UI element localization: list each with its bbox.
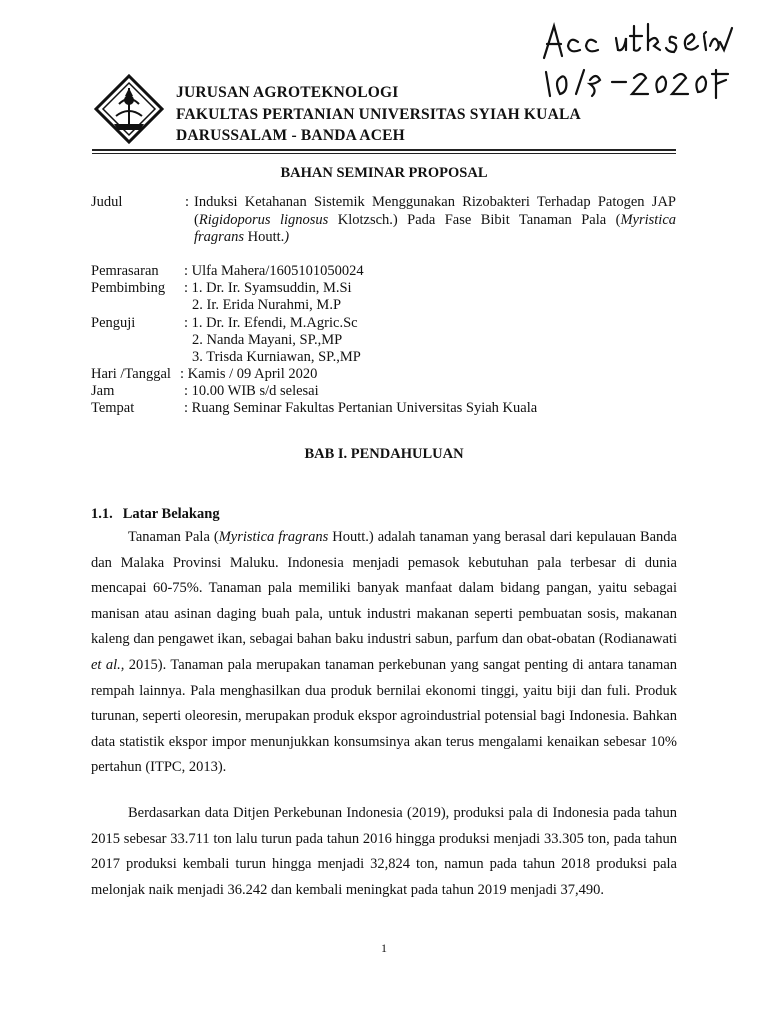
judul-species-2: Myristica fragrans — [194, 211, 677, 245]
pembimbing-2: 2. Ir. Erida Nurahmi, M.P — [192, 297, 342, 313]
header-rule-thin — [92, 153, 676, 154]
judul-species-1: Rigidoporus lignosus — [198, 211, 329, 228]
header-dept: JURUSAN AGROTEKNOLOGI — [176, 84, 399, 101]
pemrasaran-label: Pemrasaran — [91, 263, 159, 279]
judul-text-f: ) — [284, 229, 290, 245]
section-title: Latar Belakang — [122, 506, 220, 522]
section-number: 1.1. — [91, 506, 113, 522]
penguji-label: Penguji — [91, 315, 136, 331]
para1-c: Houtt.) adalah tanaman yang berasal dari kepulauan Banda dan Malaka Provinsi Maluku. Indonesia menjadi pemasok kebutuhan pala terbesar di dunia mencapai 60-75%. Tanaman pala memiliki banyak manfaat dalam bidang pangan, yaitu sebagai manisan atau asinan daging buah pala, untuk industri makanan seperti pembuatan sosis, makanan kaleng dan pengawet ikan, sebagai bahan baku industri sabun, parfum dan obat-obatan (Rodianawati — [91, 529, 677, 648]
judul-label: Judul — [91, 194, 123, 210]
para1-etal: et al., — [91, 656, 125, 673]
header-rule-thick — [92, 149, 676, 151]
chapter-title: BAB I. PENDAHULUAN — [304, 446, 464, 462]
tempat-value: : Ruang Seminar Fakultas Pertanian Universitas Syiah Kuala — [184, 400, 538, 416]
para1-e: 2015). Tanaman pala merupakan tanaman perkebunan yang sangat penting di antara tanaman rempah lainnya. Pala menghasilkan dua produk bernilai ekonomi tinggi, yaitu biji dan fuli. Produk turunan, seperti oleoresin, merupakan produk ekspor agroindustrial potensial bagi Indonesia. Bahkan data statistik ekspor impor menunjukkan konsumsinya akan terus mengalami kenaikan sebesar 10% pertahun (ITPC, 2013). — [91, 656, 678, 776]
judul-text-a: Induksi Ketahanan Sistemik Menggunakan Rizobakteri Terhadap Patogen JAP ( — [194, 194, 676, 228]
document-title: BAHAN SEMINAR PROPOSAL — [280, 165, 488, 181]
penguji-2: 2. Nanda Mayani, SP.,MP — [192, 332, 343, 348]
university-logo — [94, 74, 164, 144]
paragraph-1 — [91, 525, 677, 781]
pemrasaran-value: : Ulfa Mahera/1605101050024 — [184, 263, 364, 279]
pembimbing-label: Pembimbing — [91, 280, 166, 296]
hari-label: Hari /Tanggal — [91, 366, 171, 382]
page-number: 1 — [381, 941, 387, 955]
tempat-label: Tempat — [91, 400, 135, 416]
paragraph-2 — [91, 801, 677, 903]
pembimbing-1: : 1. Dr. Ir. Syamsuddin, M.Si — [184, 280, 352, 296]
judul-text-e: Houtt. — [243, 229, 285, 245]
para1-a: Tanaman Pala ( — [128, 529, 219, 545]
para2-text: Berdasarkan data Ditjen Perkebunan Indonesia (2019), produksi pala di Indonesia pada tahun 2015 sebesar 33.711 ton lalu turun pada tahun 2016 hingga produksi menjadi 33.305 ton, pada tahun 2017 produksi kembali turun hingga menjadi 32,824 ton, namun pada tahun 2018 produksi pala melonjak naik menjadi 36.242 dan kembali meningkat pada tahun 2019 menjadi 37,490. — [91, 805, 677, 898]
jam-value: : 10.00 WIB s/d selesai — [184, 383, 319, 399]
header-faculty: FAKULTAS PERTANIAN UNIVERSITAS SYIAH KUALA — [176, 106, 581, 123]
penguji-1: : 1. Dr. Ir. Efendi, M.Agric.Sc — [184, 315, 358, 331]
para1-species: Myristica fragrans — [218, 529, 329, 545]
penguji-3: 3. Trisda Kurniawan, SP.,MP — [192, 349, 361, 365]
judul-colon: : — [185, 194, 190, 210]
judul-text-c: Klotzsch.) Pada Fase Bibit Tanaman Pala ( — [328, 211, 621, 228]
judul-value — [194, 194, 676, 247]
hari-value: : Kamis / 09 April 2020 — [180, 366, 318, 382]
jam-label: Jam — [91, 383, 115, 399]
header-location: DARUSSALAM - BANDA ACEH — [176, 127, 405, 144]
section-heading — [91, 506, 220, 523]
handwritten-approval-annotation — [520, 20, 735, 100]
